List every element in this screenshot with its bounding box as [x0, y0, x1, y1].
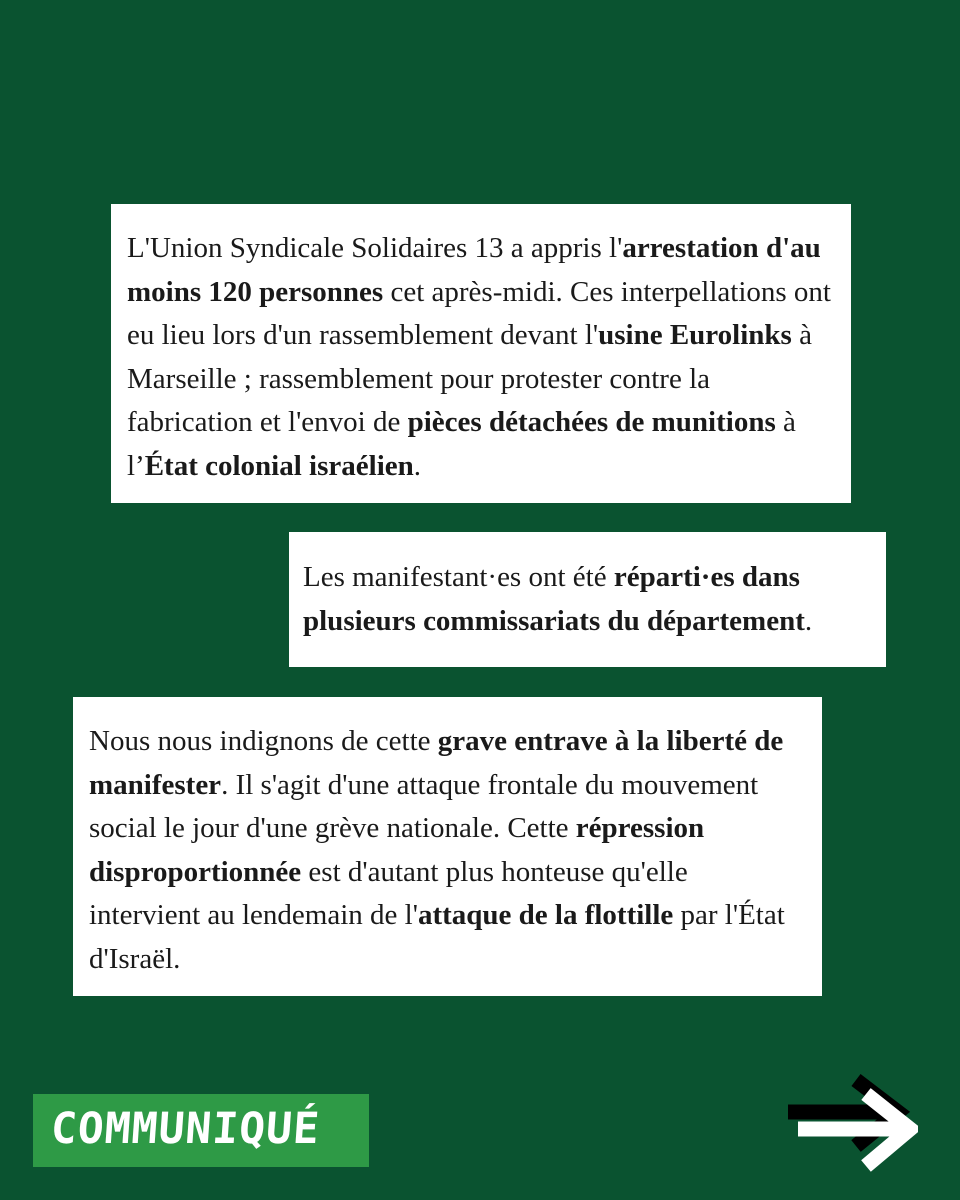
communique-badge	[33, 1094, 369, 1167]
communique-label: COMMUNIQUÉ	[49, 1104, 322, 1154]
statement-card-arrests	[111, 204, 851, 503]
text-run: .	[413, 449, 421, 482]
statement-card-police-stations	[289, 532, 886, 667]
text-run: est d'autant plus honteuse qu'elle intervient au lendemain de l'	[89, 855, 688, 931]
text-run: cet après-midi. Ces interpellations ont eu lieu lors d'un rassemblement devant l'	[127, 275, 831, 351]
emphasis-stations: réparti·es dans plusieurs commissariats du département	[303, 561, 805, 637]
text-run: par l'État d'Israël.	[89, 899, 785, 975]
emphasis-state: État colonial israélien	[144, 449, 414, 482]
text-run: Nous nous indignons de cette	[89, 725, 438, 757]
emphasis-repression: répression disproportionnée	[89, 812, 705, 888]
text-run: .	[804, 604, 813, 637]
emphasis-factory: usine Eurolinks	[598, 319, 792, 351]
text-run: Les manifestant·es ont été	[303, 561, 614, 593]
arrow-right-icon[interactable]	[786, 1074, 918, 1174]
emphasis-munitions: pièces détachées de munitions	[407, 406, 776, 438]
emphasis-flotilla: attaque de la flottille	[417, 899, 674, 931]
text-run: L'Union Syndicale Solidaires 13 a appris l'	[127, 232, 623, 264]
emphasis-arrests: arrestation d'au moins 120 personnes	[127, 232, 821, 308]
emphasis-liberty: grave entrave à la liberté de manifester	[89, 725, 784, 801]
text-run: à l’	[127, 406, 796, 482]
text-run: . Il s'agit d'une attaque frontale du mouvement social le jour d'une grève nationale. Cette	[89, 768, 759, 844]
text-run: à Marseille ; rassemblement pour protester contre la fabrication et l'envoi de	[127, 319, 812, 438]
statement-card-indignation	[73, 697, 822, 996]
